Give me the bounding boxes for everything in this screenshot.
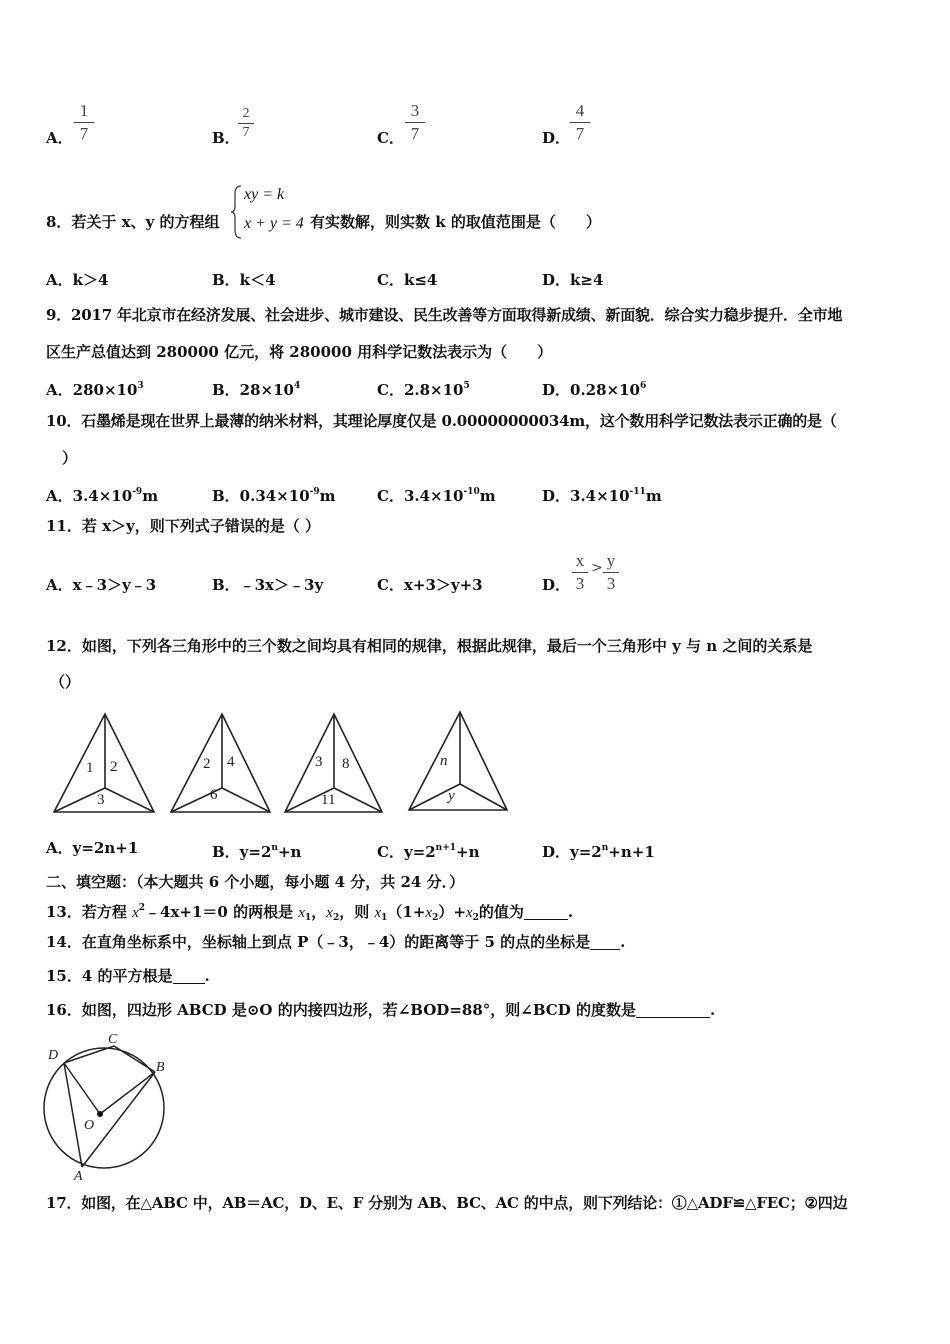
q12-option-c: C．$y=2^{n+1}+n$ — [377, 843, 480, 861]
q16-answer-blank[interactable] — [636, 1001, 710, 1018]
q11-option-d-operator: > — [591, 560, 603, 576]
q11-option-c: C．x+3＞y+3 — [377, 576, 483, 594]
q8-equation-1: xy = k — [244, 186, 285, 203]
triangle-2 — [171, 714, 270, 812]
triangle-4 — [409, 712, 507, 810]
q13: 13．若方程 $x^2﹣4x+1=0$ 的两根是 $x_1$，$x_2$，则 $x_1(1+x_2)+x_2$的值为 . — [46, 903, 574, 923]
triangle-2-left: 2 — [203, 756, 211, 772]
q10-option-b: B．$0.34\times 10^{-9}m$ — [212, 487, 336, 505]
q10-option-c: C．$3.4\times 10^{-10}m$ — [377, 487, 496, 505]
triangle-3-left: 3 — [315, 754, 323, 770]
q8-equation-2: x + y = 4 — [244, 215, 304, 232]
q7-option-b: B． — [212, 129, 240, 147]
q10-stem-line-2: ） — [62, 449, 78, 467]
label-a: A — [74, 1169, 83, 1184]
center-point-o — [97, 1111, 103, 1117]
triangle-4-left: n — [440, 753, 448, 769]
q11-option-b: B．﹣3x＞﹣3y — [212, 576, 324, 594]
triangle-3-right: 8 — [342, 756, 350, 772]
q11-option-a: A．x﹣3＞y﹣3 — [46, 576, 157, 594]
triangle-1-bottom: 3 — [97, 792, 105, 808]
q13-answer-blank[interactable] — [524, 903, 568, 920]
q15-answer-blank[interactable] — [173, 967, 205, 984]
q8-option-d: D．k≥4 — [542, 271, 604, 289]
q8-brace — [230, 184, 244, 240]
triangle-4-bottom: y — [448, 788, 455, 804]
q12-triangles-figure — [50, 708, 520, 818]
q11-stem: 11．若 x＞y，则下列式子错误的是（ ） — [46, 517, 320, 535]
q11-option-d-right-fraction: y 3 — [603, 551, 619, 594]
q17-stem: 17．如图，在△ABC 中，AB＝AC，D、E、F 分别为 AB、BC、AC 的中点，则下列结论：①△ADF≌△FEC；②四边 — [46, 1194, 848, 1212]
q7-option-c: C． — [377, 129, 404, 147]
q7-option-a-fraction: 1 7 — [74, 101, 94, 144]
triangle-2-right: 4 — [227, 754, 235, 770]
q9-option-d: D．$0.28\times 10^6$ — [542, 381, 647, 399]
q11-option-d-label: D． — [542, 576, 571, 594]
quadrilateral-abcd — [64, 1046, 155, 1167]
q12-option-b: B．$y=2^n+n$ — [212, 843, 302, 861]
q15: 15．4 的平方根是 . — [46, 967, 210, 985]
q7-option-d: D． — [542, 129, 571, 147]
q9-stem-line-2: 区生产总值达到 280000 亿元，将 280000 用科学记数法表示为（ ） — [46, 343, 553, 361]
label-c: C — [108, 1032, 118, 1047]
triangle-3-bottom: 11 — [321, 792, 336, 808]
q16-circle-figure — [38, 1028, 178, 1184]
q10-option-d: D．$3.4\times 10^{-11}m$ — [542, 487, 662, 505]
triangle-1-left: 1 — [86, 760, 94, 776]
triangle-2-bottom: 6 — [210, 787, 218, 803]
q9-option-b: B．$28\times 10^4$ — [212, 381, 301, 399]
q12-option-a: A．y=2n+1 — [46, 839, 139, 857]
q12-stem-line-1: 12．如图，下列各三角形中的三个数之间均具有相同的规律，根据此规律，最后一个三角形中 y 与 n 之间的关系是 — [46, 637, 813, 655]
q7-option-b-fraction: 2 7 — [238, 106, 254, 141]
section-2-heading: 二、填空题：（本大题共 6 个小题，每小题 4 分，共 24 分．） — [46, 873, 465, 891]
q14: 14．在直角坐标系中，坐标轴上到点 P（﹣3，﹣4）的距离等于 5 的点的坐标是 . — [46, 933, 626, 951]
q9-stem-line-1: 9．2017 年北京市在经济发展、社会进步、城市建设、民生改善等方面取得新成绩、新面貌．综合实力稳步提升．全市地 — [46, 306, 843, 324]
label-d: D — [48, 1048, 59, 1063]
q8-suffix: 有实数解，则实数 k 的取值范围是（ ） — [310, 213, 601, 231]
q8-prefix: 8．若关于 x、y 的方程组 — [46, 213, 220, 231]
q16: 16．如图，四边形 ABCD 是⊙O 的内接四边形，若∠BOD=88°，则∠BCD 的度数是 . — [46, 1001, 716, 1019]
triangle-1-right: 2 — [110, 759, 118, 775]
q12-stem-line-2: （） — [50, 673, 81, 691]
q9-option-c: C．$2.8\times 10^5$ — [377, 381, 470, 399]
q11-option-d-left-fraction: x 3 — [572, 551, 588, 594]
q10-option-a: A．$3.4\times 10^{-9}m$ — [46, 487, 159, 505]
q8-option-c: C．k≤4 — [377, 271, 438, 289]
label-o: O — [84, 1118, 95, 1133]
q12-option-d: D．$y=2^n+n+1$ — [542, 843, 655, 861]
label-b: B — [156, 1060, 165, 1075]
q10-stem-line-1: 10．石墨烯是现在世界上最薄的纳米材料，其理论厚度仅是 0.00000000034m，这个数用科学记数法表示正确的是（ — [46, 412, 837, 430]
q7-option-c-fraction: 3 7 — [405, 101, 425, 144]
q14-answer-blank[interactable] — [590, 933, 620, 950]
q7-option-d-fraction: 4 7 — [570, 101, 590, 144]
q8-option-b: B．k＜4 — [212, 271, 276, 289]
q7-option-a: A． — [46, 129, 73, 147]
q9-option-a: A．$280\times 10^3$ — [46, 381, 144, 399]
q8-option-a: A．k＞4 — [46, 271, 109, 289]
